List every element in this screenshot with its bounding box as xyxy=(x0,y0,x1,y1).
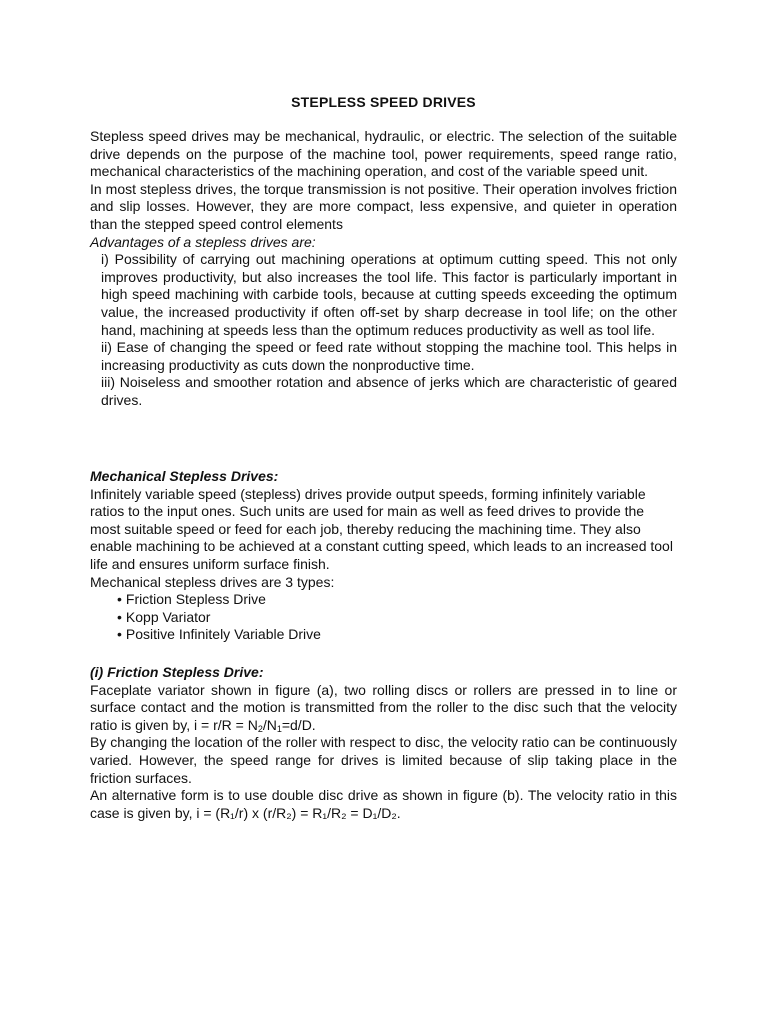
list-item xyxy=(117,609,677,627)
friction-p1-text: Faceplate variator shown in figure (a), two rolling discs or rollers are pressed in to line or surface contact and the motion is transmitted from the roller to the disc such that the velocity ratio is given by, i = r/R = N xyxy=(90,681,677,733)
friction-paragraph-3: An alternative form is to use double disc drive as shown in figure (b). The velocity ratio in this case is given by, i = (R₁/r) x (r/R₂) = R₁/R₂ = D₁/D₂. xyxy=(90,787,677,821)
bullet: • xyxy=(117,608,122,625)
friction-section xyxy=(90,664,677,822)
mechanical-types-intro: Mechanical stepless drives are 3 types: xyxy=(90,573,335,590)
friction-p1-mid: /N xyxy=(262,716,277,733)
friction-heading: (i) Friction Stepless Drive: xyxy=(90,664,264,680)
list-item xyxy=(117,626,677,644)
intro-section xyxy=(90,128,677,410)
advantage-2: ii) Ease of changing the speed or feed rate without stopping the machine tool. This helps in increasing productivity as cuts down the nonproductive time. xyxy=(101,339,677,373)
list-item-text: Friction Stepless Drive xyxy=(125,591,266,608)
list-item xyxy=(117,591,677,609)
intro-paragraph-2: In most stepless drives, the torque transmission is not positive. Their operation involves friction and slip losses. However, they are more compact, less expensive, and quieter in operation than the stepped speed control elements xyxy=(90,180,677,232)
advantages-heading: Advantages of a stepless drives are: xyxy=(90,233,316,250)
friction-paragraph-1 xyxy=(90,682,677,735)
friction-paragraph-2: By changing the location of the roller with respect to disc, the velocity ratio can be continuously varied. However, the speed range for drives is limited because of slip taking place in the friction surfaces. xyxy=(90,734,677,786)
intro-paragraph-1: Stepless speed drives may be mechanical, hydraulic, or electric. The selection of the suitable drive depends on the purpose of the machine tool, power requirements, speed range ratio, mechanical characteristics of the machining operation, and cost of the variable speed unit. xyxy=(90,128,677,180)
list-item-text: Kopp Variator xyxy=(125,608,211,625)
advantage-3: iii) Noiseless and smoother rotation and absence of jerks which are characteristic of geared drives. xyxy=(101,374,677,408)
bullet: • xyxy=(117,626,122,643)
mechanical-paragraph: Infinitely variable speed (stepless) drives provide output speeds, forming infinitely variable ratios to the input ones. Such units are used for main as well as feed drives to provide the most suitable speed or feed for each job, thereby reducing the machining time. They also enable machining to be achieved at a constant cutting speed, which leads to an increased tool life and ensures uniform surface finish. xyxy=(90,485,673,572)
list-item-text: Positive Infinitely Variable Drive xyxy=(125,626,321,643)
mechanical-section xyxy=(90,468,677,644)
bullet: • xyxy=(117,591,122,608)
subscript-1: 1 xyxy=(276,723,282,734)
mechanical-types-list xyxy=(117,591,677,644)
subscript-2: 2 xyxy=(257,723,263,734)
mechanical-heading: Mechanical Stepless Drives: xyxy=(90,468,279,484)
advantage-1: i) Possibility of carrying out machining operations at optimum cutting speed. This not only improves productivity, but also increases the tool life. This factor is particularly important in high speed machining with carbide tools, because at cutting speeds exceeding the optimum value, the increased productivity if often off-set by sharp decrease in tool life; on the other hand, machining at speeds less than the optimum reduces productivity as well as tool life. xyxy=(101,251,677,338)
friction-p1-end: =d/D. xyxy=(281,716,316,733)
page-title: STEPLESS SPEED DRIVES xyxy=(291,94,476,110)
